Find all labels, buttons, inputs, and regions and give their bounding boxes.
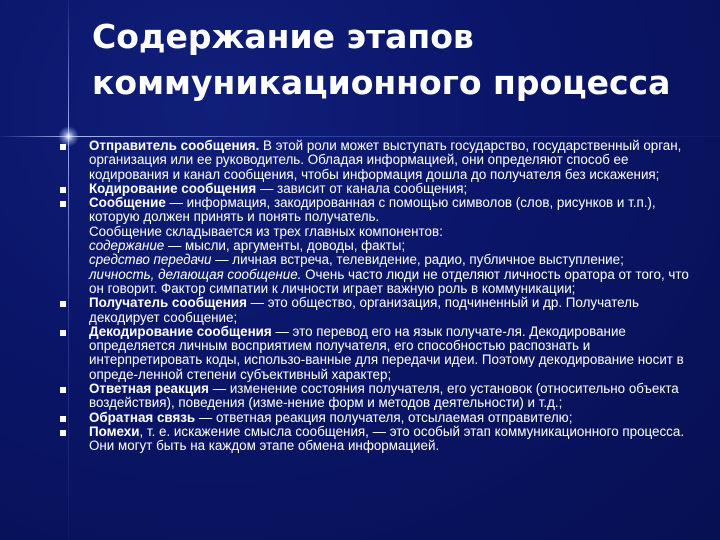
item-term: Получатель сообщения [89,295,247,311]
item-text: — информация, закодированная с помощью символов (слов, рисунков и т.п.), которую должен принять и понять получатель. [89,195,656,225]
list-item [56,296,696,325]
slide-title [92,14,702,106]
list-item [56,139,696,182]
item-text: — ответная реакция получателя, отсылаемая отправителю; [195,409,573,425]
message-component [56,253,696,267]
component-term: личность, делающая сообщение. [89,266,302,282]
item-term: Отправитель сообщения. [89,138,260,153]
item-term: Кодирование сообщения [89,180,257,196]
bullet-icon [60,301,66,307]
bullet-icon [60,187,66,193]
bullet-icon [60,144,66,150]
bullet-icon [60,430,66,436]
item-text: В этой роли может выступать государство, государственный орган, организация или ее руководитель. Обладая информацией, они определяют способ ее кодирования и канал сообщения, чтобы информация дошла до получателя без искажения; [89,138,682,182]
item-text: — зависит от канала сообщения; [256,180,468,196]
component-term: содержание [89,238,165,254]
decorative-horizontal-line [0,136,720,137]
message-component [56,268,696,297]
list-item [56,382,696,411]
bullet-icon [60,387,66,393]
title-line-2: коммуникационного процесса [92,63,671,102]
list-item [56,196,696,225]
item-text: — изменение состояния получателя, его установок (относительно объекта воздействия), поведения (изме-нение форм и методов деятельности) и т.д.; [89,381,679,411]
bullet-icon [60,330,66,336]
item-term: Ответная реакция [89,381,209,397]
list-item [56,182,696,196]
item-term: Обратная связь [89,409,196,425]
item-term: Помехи [89,423,140,439]
component-text: — личная встреча, телевидение, радио, публичное выступление; [211,252,624,268]
component-text: Очень часто люди не отделяют личность оратора от того, что он говорит. Фактор симпатии к личности играет важную роль в коммуникации; [89,266,689,296]
message-components-intro: Сообщение складывается из трех главных компонентов: [89,223,443,239]
component-text: — мысли, аргументы, доводы, факты; [164,238,406,254]
component-term: средство передачи [89,252,212,268]
title-line-1: Содержание этапов [92,17,474,56]
slide-content [56,139,696,454]
bullet-icon [60,201,66,207]
item-text: , т. е. искажение смысла сообщения, — это особый этап коммуникационного процесса. Они могут быть на каждом этапе обмена информацией. [89,423,685,454]
item-text: — это общество, организация, подчиненный и др. Получатель декодирует сообщение; [89,295,639,325]
list-item [56,425,696,454]
message-component [56,239,696,253]
item-term: Декодирование сообщения [89,323,272,339]
item-term: Сообщение [89,195,166,211]
list-item [56,325,696,382]
item-text: — это перевод его на язык получате-ля. Декодирование определяется личным восприятием получателя, его способностью распознать и интерпретировать коды, использо-ванные для передачи идеи. Поэтому декодирование носит в опреде-ленной степени субъективный характер; [89,323,684,382]
bullet-icon [60,416,66,422]
list-item [56,411,696,425]
